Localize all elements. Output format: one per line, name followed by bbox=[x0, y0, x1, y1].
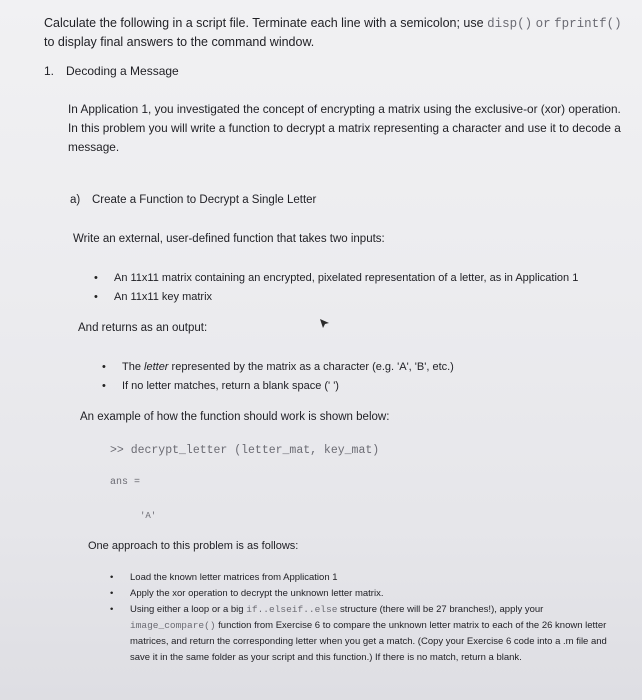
list-item: • An 11x11 matrix containing an encrypted, pixelated representation of a letter, as in Application 1 bbox=[94, 269, 614, 288]
subsection-label: a) bbox=[70, 194, 81, 206]
outputs-list bbox=[102, 358, 582, 396]
intro-instructions bbox=[44, 14, 634, 51]
list-item: • Apply the xor operation to decrypt the unknown letter matrix. bbox=[110, 586, 610, 602]
steps-list bbox=[110, 570, 610, 666]
section-heading bbox=[44, 64, 179, 78]
intro-text-part2: to display final answers to the command window. bbox=[44, 35, 315, 49]
list-item: • An 11x11 key matrix bbox=[94, 288, 614, 307]
mouse-cursor-icon bbox=[319, 318, 331, 332]
subsection-heading bbox=[70, 194, 316, 206]
example-intro: An example of how the function should work is shown below: bbox=[80, 411, 390, 423]
output-text: represented by the matrix as a character (e.g. 'A', 'B', etc.) bbox=[168, 361, 454, 373]
ans-label: ans = bbox=[110, 477, 141, 488]
ifelse-code: if..elseif..else bbox=[246, 604, 338, 615]
intro-text-part1: Calculate the following in a script file. Terminate each line with a semicolon; use bbox=[44, 16, 484, 30]
step-text: Using either a loop or a big bbox=[130, 604, 244, 615]
letter-emphasis: letter bbox=[144, 361, 169, 373]
or-word: or bbox=[535, 17, 551, 31]
output-text: The bbox=[122, 361, 145, 373]
subsection-title: Create a Function to Decrypt a Single Letter bbox=[92, 194, 317, 206]
section-number: 1. bbox=[44, 64, 55, 78]
returns-intro: And returns as an output: bbox=[78, 322, 208, 334]
inputs-list bbox=[94, 269, 614, 307]
list-item: • Load the known letter matrices from Application 1 bbox=[110, 570, 610, 586]
fprintf-code: fprintf() bbox=[554, 17, 622, 31]
list-item bbox=[102, 358, 582, 377]
step-text: function from Exercise 6 to compare the unknown letter matrix to each of the 26 known letter matrices, and return the corresponding letter when you get a match. (Copy your Exercise 6 code into a .m file and save it in the same folder as your script and this function.) If there is no match, return a blank. bbox=[130, 620, 607, 663]
problem-description: In Application 1, you investigated the concept of encrypting a matrix using the exclusive-or (xor) operation. In this problem you will write a function to decrypt a matrix representing a character and use it to decode a message. bbox=[68, 102, 621, 154]
command-line: >> decrypt_letter (letter_mat, key_mat) bbox=[110, 444, 380, 457]
approach-intro: One approach to this problem is as follows: bbox=[88, 540, 299, 552]
list-item: • If no letter matches, return a blank space (' ') bbox=[102, 377, 582, 396]
inputs-intro: Write an external, user-defined function that takes two inputs: bbox=[73, 233, 385, 245]
image-compare-code: image_compare() bbox=[130, 620, 216, 631]
step-text: structure (there will be 27 branches!), apply your bbox=[340, 604, 544, 615]
disp-code: disp() bbox=[487, 17, 533, 31]
ans-value: 'A' bbox=[140, 511, 157, 521]
section-title: Decoding a Message bbox=[66, 64, 179, 78]
list-item bbox=[110, 602, 610, 666]
